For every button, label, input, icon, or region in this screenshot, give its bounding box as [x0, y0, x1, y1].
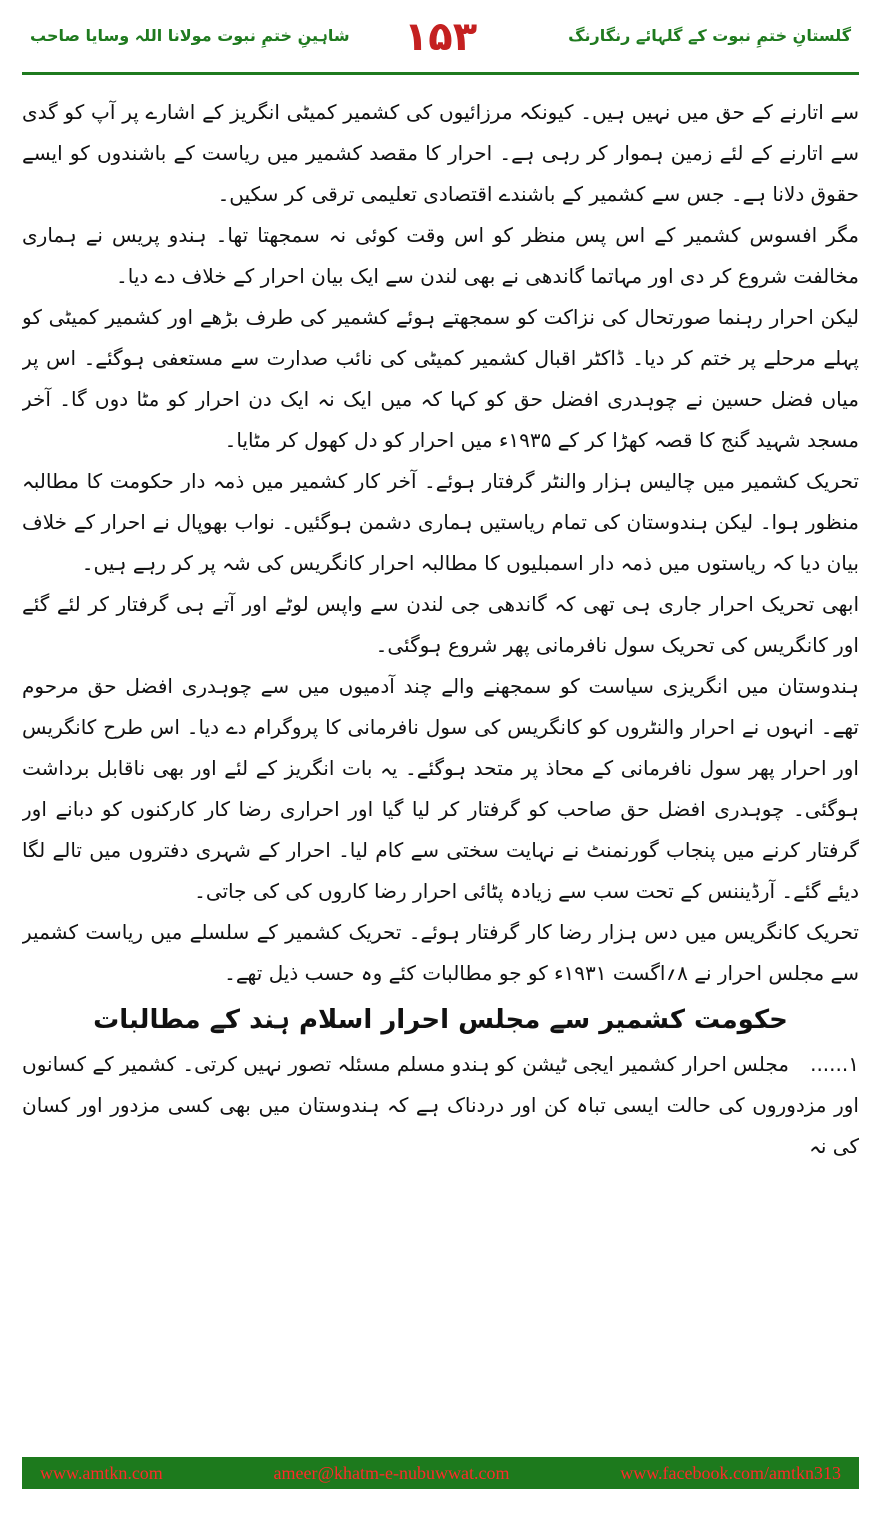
paragraph-3: لیکن احرار رہنما صورتحال کی نزاکت کو سمجھتے ہوئے کشمیر کی طرف بڑھے اور کشمیر کمیٹی کو پہلے مرحلے پر ختم کر دیا۔ ڈاکٹر اقبال کشمیر کمیٹی کی نائب صدارت سے مستعفی ہوگئے۔ اس پر میاں فضل حسین نے چوہدری افضل حق کو کہا کہ میں ایک نہ ایک دن احرار کو مٹا دوں گا۔ آخر مسجد شہید گنج کا قصہ کھڑا کر کے ۱۹۳۵ء میں احرار کو دل کھول کر مٹایا۔: [22, 305, 859, 452]
paragraph-7: تحریک کانگریس میں دس ہزار رضا کار گرفتار ہوئے۔ تحریک کشمیر کے سلسلے میں ریاست کشمیر سے مجلس احرار نے ۸؍اگست ۱۹۳۱ء کو جو مطالبات کئے وہ حسب ذیل تھے۔: [22, 920, 859, 985]
page-header: [22, 14, 859, 74]
section-heading: حکومت کشمیر سے مجلس احرار اسلام ہند کے مطالبات: [93, 1005, 788, 1035]
paragraph-1: سے اتارنے کے حق میں نہیں ہیں۔ کیونکہ مرزائیوں کی کشمیر کمیٹی انگریز کے اشارے پر آپ کو گدی سے اتارنے کے لئے زمین ہموار کر رہی ہے۔ احرار کا مقصد کشمیر میں ریاست کے باشندوں کو ایسے حقوق دلانا ہے۔ جس سے کشمیر کے باشندے اقتصادی تعلیمی ترقی کر سکیں۔: [22, 100, 859, 206]
footer-facebook-link[interactable]: www.facebook.com/amtkn313: [620, 1462, 841, 1483]
book-title: گلستانِ ختمِ نبوت کے گلہائے رنگارنگ: [568, 26, 851, 45]
list-item: [22, 1044, 859, 1167]
paragraph-4: تحریک کشمیر میں چالیس ہزار والنٹر گرفتار ہوئے۔ آخر کار کشمیر میں ذمہ دار حکومت کا مطالبہ منظور ہوا۔ لیکن ہندوستان کی تمام ریاستیں ہماری دشمن ہوگئیں۔ نواب بھوپال نے احرار کے خلاف بیان دیا کہ ریاستوں میں ذمہ دار اسمبلیوں کا مطالبہ احرار کانگریس کی شہ پر کر رہے ہیں۔: [22, 469, 859, 575]
page-body: [22, 92, 859, 1442]
paragraph-2: مگر افسوس کشمیر کے اس پس منظر کو اس وقت کوئی نہ سمجھتا تھا۔ ہندو پریس نے ہماری مخالفت شروع کر دی اور مہاتما گاندھی نے بھی لندن سے ایک بیان احرار کے خلاف دے دیا۔: [22, 223, 859, 288]
paragraph-5: ابھی تحریک احرار جاری ہی تھی کہ گاندھی جی لندن سے واپس لوٹے اور آتے ہی گرفتار کر لئے گئے اور کانگریس کی تحریک سول نافرمانی پھر شروع ہوگئی۔: [22, 592, 859, 657]
footer-email-link[interactable]: ameer@khatm-e-nubuwwat.com: [273, 1462, 510, 1483]
paragraph-6: ہندوستان میں انگریزی سیاست کو سمجھنے والے چند آدمیوں میں سے چوہدری افضل حق مرحوم تھے۔ انہوں نے احرار والنٹروں کو کانگریس کی سول نافرمانی کا پروگرام دے دیا۔ اس طرح کانگریس اور احرار پھر سول نافرمانی کے محاذ پر متحد ہوگئے۔ یہ بات انگریز کے لئے اور بھی ناقابل برداشت ہوگئی۔ چوہدری افضل حق صاحب کو گرفتار کر لیا گیا اور احراری رضا کار کارکنوں کو دبانے اور گرفتار کرنے میں پنجاب گورنمنٹ نے نہایت سختی سے کام لیا۔ احرار کے شہری دفتروں میں تالے لگا دیئے گئے۔ آرڈیننس کے تحت سب سے زیادہ پٹائی احرار رضا کاروں کی کی جاتی۔: [22, 674, 859, 903]
footer-website-link[interactable]: www.amtkn.com: [40, 1462, 163, 1483]
list-item-number: ۱......: [810, 1052, 859, 1076]
header-divider: [22, 72, 859, 75]
page-number: ۱۵۳: [403, 14, 478, 60]
author-name: شاہینِ ختمِ نبوت مولانا اللہ وسایا صاحب: [30, 26, 350, 45]
list-item-text: مجلس احرار کشمیر ایجی ٹیشن کو ہندو مسلم مسئلہ تصور نہیں کرتی۔ کشمیر کے کسانوں اور مزدوروں کی حالت ایسی تباہ کن اور دردناک ہے کہ ہندوستان میں بھی کسی مزدور اور کسان کی نہ: [22, 1052, 859, 1158]
page-footer: [22, 1457, 859, 1489]
